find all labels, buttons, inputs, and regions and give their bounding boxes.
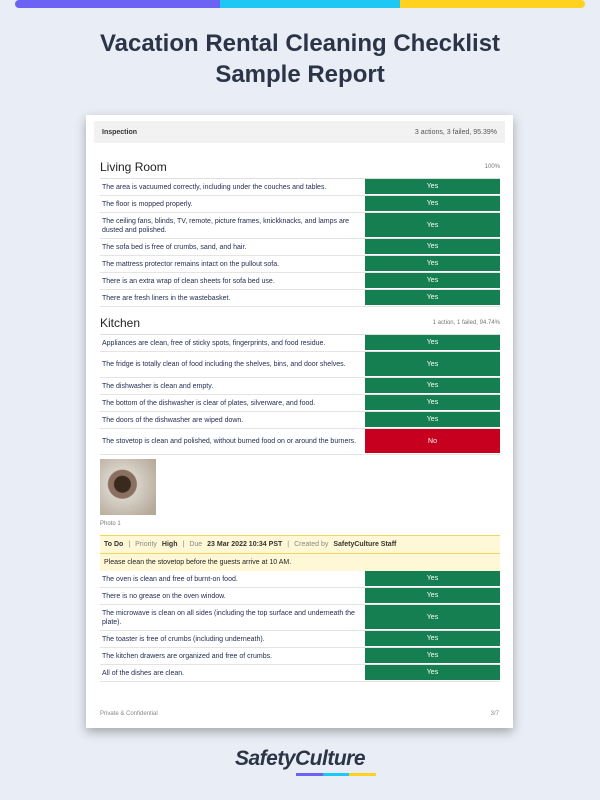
question-text: Appliances are clean, free of sticky spots, fingerprints, and food residue. [102, 339, 326, 347]
section-living-room [100, 155, 500, 179]
page-footer [100, 711, 499, 717]
due-value: 23 Mar 2022 10:34 PST [207, 541, 283, 548]
question-text: The bottom of the dishwasher is clear of plates, silverware, and food. [102, 399, 316, 407]
answer-yes[interactable]: Yes [365, 335, 500, 351]
answer-yes[interactable]: Yes [365, 179, 500, 195]
question-text: There are fresh liners in the wastebasket. [102, 294, 231, 302]
checklist-row [100, 179, 500, 196]
priority-value: High [161, 541, 178, 548]
question-text: The fridge is totally clean of food including the shelves, bins, and door shelves. [102, 361, 346, 368]
question-text: The stovetop is clean and polished, without burned food on or around the burners. [102, 438, 357, 445]
due-label: Due [189, 541, 203, 548]
answer-yes[interactable]: Yes [365, 290, 500, 306]
section-kitchen [100, 311, 500, 335]
checklist-row [100, 213, 500, 239]
logo-text: SafetyCulture [234, 747, 366, 770]
stovetop-photo[interactable] [100, 459, 156, 515]
checklist-row [100, 648, 500, 665]
section-title: Kitchen [100, 315, 141, 330]
question-text: The sofa bed is free of crumbs, sand, and hair. [102, 243, 247, 251]
checklist-row [100, 352, 500, 378]
answer-yes[interactable]: Yes [365, 648, 500, 664]
photo-caption: Photo 1 [100, 521, 121, 527]
question-text: The microwave is clean on all sides (including the top surface and underneath the plate). [102, 609, 355, 626]
answer-yes[interactable]: Yes [365, 412, 500, 428]
report-page [86, 115, 513, 728]
question-text: The dishwasher is clean and empty. [102, 382, 214, 390]
answer-yes[interactable]: Yes [365, 213, 500, 238]
checklist-row [100, 273, 500, 290]
question-text: The toaster is free of crumbs (including underneath). [102, 635, 265, 643]
checklist-row [100, 412, 500, 429]
section-score: 1 action, 1 failed, 94.74% [432, 319, 500, 326]
checklist-row [100, 605, 500, 631]
answer-yes[interactable]: Yes [365, 665, 500, 681]
question-text: The area is vacuumed correctly, including under the couches and tables. [102, 183, 327, 191]
inspection-header [94, 121, 505, 143]
checklist-row [100, 290, 500, 307]
checklist-row [100, 571, 500, 588]
logo-underline [296, 773, 376, 776]
safetyculture-logo [0, 747, 600, 771]
question-text: The ceiling fans, blinds, TV, remote, picture frames, knickknacks, and lamps are dusted and polished. [102, 217, 350, 234]
answer-yes[interactable]: Yes [365, 196, 500, 212]
question-text: All of the dishes are clean. [102, 669, 185, 677]
answer-yes[interactable]: Yes [365, 352, 500, 377]
question-text: There is no grease on the oven window. [102, 592, 226, 600]
action-note: Please clean the stovetop before the guests arrive at 10 AM. [104, 559, 292, 566]
checklist-row [100, 256, 500, 273]
section-score: 100% [484, 163, 500, 170]
question-text: The floor is mopped properly. [102, 200, 193, 208]
answer-yes[interactable]: Yes [365, 395, 500, 411]
inspection-label: Inspection [102, 128, 138, 136]
checklist-row [100, 395, 500, 412]
answer-yes[interactable]: Yes [365, 256, 500, 272]
answer-no[interactable]: No [365, 429, 500, 454]
checklist-row [100, 665, 500, 682]
created-by-value: SafetyCulture Staff [333, 541, 397, 548]
question-text: The mattress protector remains intact on the pullout sofa. [102, 260, 280, 268]
priority-label: Priority [135, 541, 157, 548]
answer-yes[interactable]: Yes [365, 273, 500, 289]
checklist-row [100, 239, 500, 256]
section-title: Living Room [100, 159, 167, 174]
created-label: Created by [294, 541, 329, 548]
answer-yes[interactable]: Yes [365, 378, 500, 394]
page-number: 3/7 [490, 711, 499, 717]
top-accent-bar [15, 0, 585, 8]
checklist-row [100, 335, 500, 352]
answer-yes[interactable]: Yes [365, 571, 500, 587]
checklist-row [100, 378, 500, 395]
action-item[interactable]: To Do | Priority High | Due 23 Mar 2022 10:34 PST | Created by SafetyCulture Staff Please clean the stovetop before the guests arrive at 10 AM. [100, 535, 500, 571]
inspection-summary: 3 actions, 3 failed, 95.39% [414, 128, 497, 136]
question-text: There is an extra wrap of clean sheets for sofa bed use. [102, 277, 275, 285]
checklist-row [100, 631, 500, 648]
action-status: To Do [104, 541, 124, 548]
question-text: The kitchen drawers are organized and free of crumbs. [102, 652, 273, 660]
checklist-row [100, 196, 500, 213]
footer-confidential: Private & Confidential [100, 711, 158, 717]
page-title: Vacation Rental Cleaning Checklist Sample Report [99, 30, 501, 88]
checklist-row [100, 429, 500, 455]
question-text: The doors of the dishwasher are wiped down. [102, 416, 244, 424]
answer-yes[interactable]: Yes [365, 588, 500, 604]
answer-yes[interactable]: Yes [365, 631, 500, 647]
answer-yes[interactable]: Yes [365, 605, 500, 630]
answer-yes[interactable]: Yes [365, 239, 500, 255]
question-text: The oven is clean and free of burnt-on food. [102, 575, 238, 583]
checklist-row [100, 588, 500, 605]
